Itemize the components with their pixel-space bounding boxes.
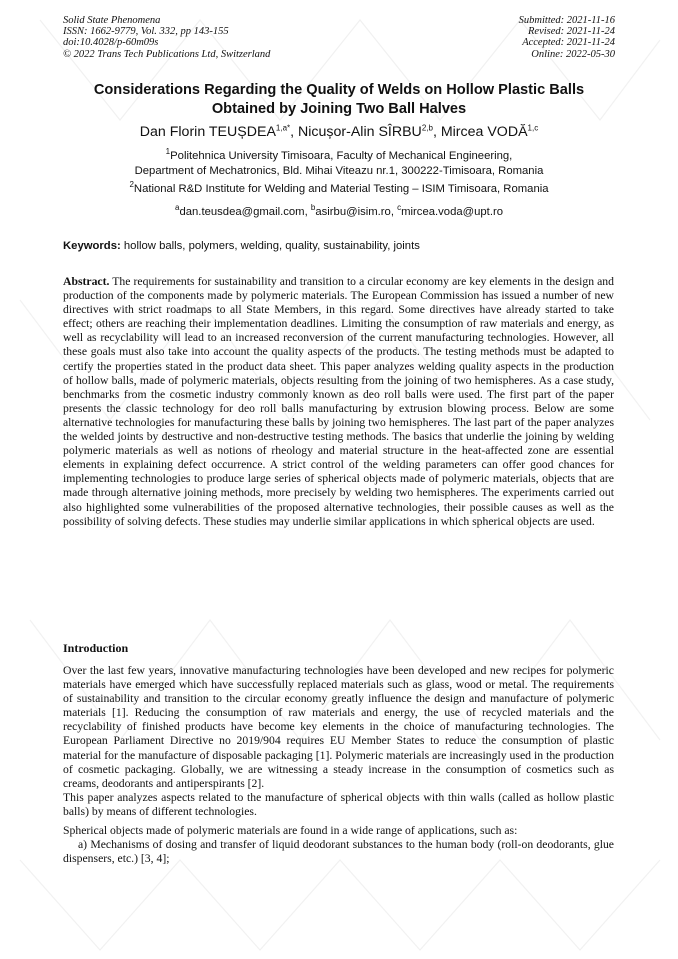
affiliation-2-line: National R&D Institute for Welding and Material Testing – ISIM Timisoara, Romania (133, 183, 549, 195)
publication-dates (519, 15, 615, 60)
online-date: Online: 2022-05-30 (531, 48, 615, 60)
introduction-body (63, 664, 614, 866)
author-affiliation-mark: 1,c (527, 123, 539, 133)
journal-info (63, 15, 270, 60)
abstract-text: The requirements for sustainability and transition to a circular economy are key elements in the design and production of the components made by polymeric materials. The European Commission has issued a number of new directives with strict roadmaps to all State Members, in this regard. Some directives have already started to take effect; others are reaching their implementation deadlines. Limiting the consumption of raw materials and energy, as well as recyclability will lead to an increased reconversion of the current manufacturing technologies. However, all these goals must also take into account the quality aspects of the products. The testing methods must be adapted to certify the properties stated in the product data sheet. This paper analyzes welding quality aspects in the production of hollow balls, made of polymeric materials, objects resulting from the joining of two hemispheres. As a case study, benchmarks from the cosmetic industry commonly known as deo roll balls were used. The first part of the paper presents the classic technology for deo roll balls manufacturing by extrusion blowing process. Below are some alternative technologies for manufacturing these balls by joining two hemispheres. The last part of the paper analyzes the welded joints by destructive and non-destructive testing methods. The basics that underlie the joining by welding polymeric materials as well as notions of rheology and material structure in the heat-affected zone are essential elements in explaining defect occurrence. A strict control of the welding parameters can offer good chances for implementing technologies to produce large series of spherical objects made of polymeric materials, objects that are made through alternative joining methods, more precisely by welding two hemispheres. The experiments carried out also highlighted some vulnerabilities of the proposed alternative technologies, their possible causes as well as the possibility of solving defects. These studies may underlie similar applications in which spherical objects are used. (63, 275, 614, 528)
journal-name: Solid State Phenomena (63, 15, 161, 26)
title-line-1: Considerations Regarding the Quality of Welds on Hollow Plastic Balls (93, 82, 585, 98)
accepted-date: Accepted: 2021-11-24 (522, 37, 615, 49)
title-line-2: Obtained by Joining Two Ball Halves (211, 101, 467, 117)
submitted-date: Submitted: 2021-11-16 (518, 15, 615, 26)
copyright: © 2022 Trans Tech Publications Ltd, Switzerland (63, 48, 271, 60)
list-item: a) Mechanisms of dosing and transfer of liquid deodorant substances to the human body (roll-on deodorants, glue dispensers, etc.) [3, 4]; (63, 838, 614, 866)
abstract-label: Abstract. (63, 275, 110, 288)
keywords (63, 239, 623, 254)
email-link[interactable]: dan.teusdea@gmail.com, (179, 206, 311, 218)
affiliation-mark: 2 (129, 180, 134, 190)
paragraph: Over the last few years, innovative manufacturing technologies have been developed and new recipes for polymeric materials have emerged which have successfully replaced materials such as glass, wood or metal. The requirements of sustainability and transition to the circular economy greatly influence the design and manufacture of polymeric materials [1]. Reducing the consumption of raw materials and energy, the use of recycled materials and the recyclability of finished products have become key elements in the choice of manufacturing technologies. The European Parliament Directive no 2019/904 requires EU Member States to reduce the consumption of plastic material for the manufacture of disposable packaging [1]. Polymeric materials are increasingly used in the production of cosmetic packaging. Globally, we are witnessing a steady increase in the consumption of cosmetics such as creams, deodorants and antiperspirants [2]. (63, 664, 614, 790)
issn: ISSN: 1662-9779, Vol. 332, pp 143-155 (63, 26, 229, 38)
paragraph: This paper analyzes aspects related to the manufacture of spherical objects with thin walls (called as hollow plastic balls) by means of different technologies. (63, 790, 614, 818)
author-affiliation-mark: 2,b (421, 123, 433, 133)
author-name: Dan Florin TEUȘDEA (139, 124, 276, 140)
author-name: Mircea VODĂ (440, 124, 528, 140)
keywords-label: Keywords: (63, 240, 121, 252)
introduction-heading: Introduction (63, 641, 129, 655)
keywords-text: hollow balls, polymers, welding, quality, sustainability, joints (120, 240, 420, 252)
email-mark: a (175, 203, 180, 213)
paper-title (50, 81, 628, 119)
revised-date: Revised: 2021-11-24 (528, 26, 615, 38)
doi: doi:10.4028/p-60m09s (63, 37, 159, 49)
email-mark: c (397, 203, 402, 213)
abstract (63, 275, 614, 529)
email-link[interactable]: asirbu@isim.ro, (315, 206, 398, 218)
author-emails (40, 205, 638, 220)
affiliation-1-line-1: Politehnica University Timisoara, Faculty of Mechanical Engineering, (170, 150, 513, 162)
email-link[interactable]: mircea.voda@upt.ro (401, 206, 503, 218)
paragraph: Spherical objects made of polymeric materials are found in a wide range of applications, such as: (63, 824, 518, 838)
affiliation-1 (40, 149, 638, 179)
affiliation-mark: 1 (165, 147, 171, 157)
email-mark: b (310, 203, 316, 213)
author-affiliation-mark: 1,a* (275, 123, 291, 133)
affiliation-2 (40, 182, 638, 197)
author-name: Nicușor-Alin SÎRBU (298, 124, 422, 140)
affiliation-1-line-2: Department of Mechatronics, Bld. Mihai Viteazu nr.1, 300222-Timisoara, Romania (134, 165, 544, 177)
author-list: Dan Florin $TEUȘDEA^{1,a*}$, Nicușor-Alin SÎRBU$^{2,b}$, Mircea VODĂ$^{1,c}$ (139, 123, 539, 140)
